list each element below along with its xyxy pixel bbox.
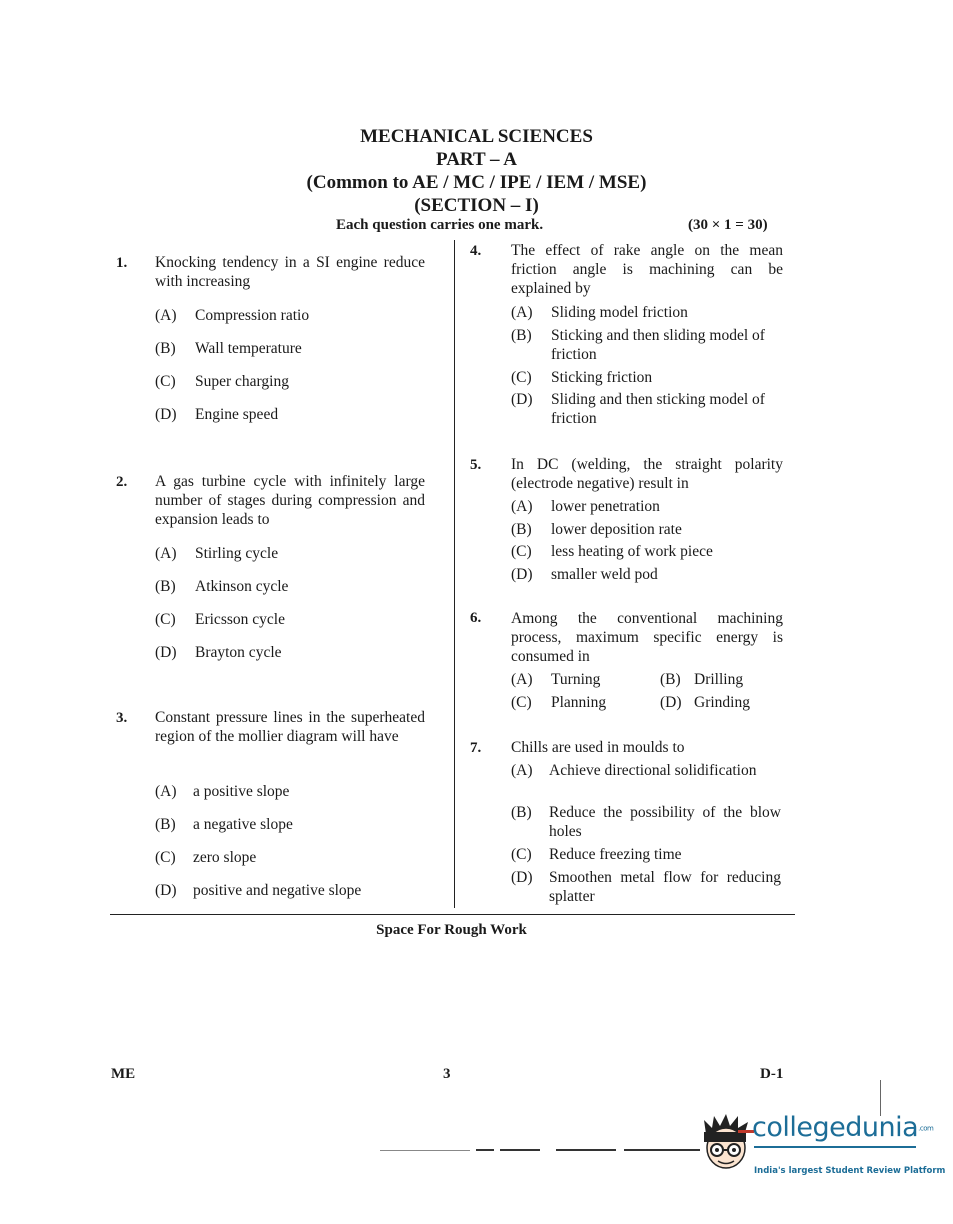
option: [155, 815, 435, 834]
option: [511, 565, 783, 584]
option-label: (B): [511, 327, 532, 344]
scan-dash: [556, 1149, 616, 1151]
question-number: 2.: [116, 474, 128, 490]
mascot-icon: [698, 1112, 756, 1184]
instruction-text: Each question carries one mark.: [336, 217, 544, 233]
option-text: Compression ratio: [195, 307, 310, 324]
option-text: a negative slope: [193, 816, 293, 833]
option: [511, 326, 783, 364]
option-text: Drilling: [694, 671, 744, 688]
question-number: 1.: [116, 255, 128, 271]
option: [155, 544, 435, 563]
option: [155, 372, 435, 391]
option-text: positive and negative slope: [193, 882, 362, 899]
option-label: (A): [155, 545, 177, 562]
page-title: MECHANICAL SCIENCES: [360, 126, 593, 147]
option-text: Sticking and then sliding model of friction: [551, 327, 765, 363]
option-text: Atkinson cycle: [195, 578, 289, 595]
option: [155, 339, 435, 358]
option: [660, 670, 780, 689]
option-text: Wall temperature: [195, 340, 302, 357]
scan-mark: [880, 1080, 881, 1116]
option: [511, 520, 783, 539]
watermark-tagline: India's largest Student Review Platform: [754, 1166, 946, 1176]
option: [155, 881, 435, 900]
option-text: lower penetration: [551, 498, 660, 515]
page-number: 3: [443, 1066, 451, 1082]
watermark-name: collegedunia: [752, 1112, 919, 1143]
scan-dash: [624, 1149, 700, 1151]
watermark-suffix: .com: [918, 1124, 934, 1133]
option-label: (D): [660, 694, 682, 711]
option-text: Super charging: [195, 373, 289, 390]
option-label: (B): [511, 521, 532, 538]
option-text: Sliding model friction: [551, 304, 688, 321]
column-divider: [454, 240, 455, 908]
part-heading: PART – A: [436, 149, 517, 170]
option-label: (D): [155, 406, 177, 423]
option: [660, 693, 780, 712]
option-label: (A): [155, 307, 177, 324]
option-label: (C): [155, 373, 176, 390]
option-label: (D): [511, 391, 533, 408]
option: [511, 845, 781, 864]
option-label: (C): [155, 611, 176, 628]
option-label: (B): [155, 340, 176, 357]
option-text: Sticking friction: [551, 369, 653, 386]
question-text: Knocking tendency in a SI engine reduce with increasing: [155, 254, 425, 290]
option: [155, 782, 435, 801]
watermark-underline: [754, 1146, 916, 1148]
option-text: Brayton cycle: [195, 644, 282, 661]
option-label: (A): [511, 762, 533, 779]
option-label: (D): [155, 644, 177, 661]
question-text: Constant pressure lines in the superheated region of the mollier diagram will have: [155, 709, 425, 745]
option-label: (D): [511, 566, 533, 583]
option-label: (A): [511, 304, 533, 321]
question-number: 4.: [470, 243, 482, 259]
question-number: 6.: [470, 610, 482, 626]
option-label: (C): [511, 694, 532, 711]
watermark-logo: [752, 1112, 933, 1143]
option-label: (C): [155, 849, 176, 866]
common-heading: (Common to AE / MC / IPE / IEM / MSE): [306, 172, 647, 193]
option: [511, 693, 651, 712]
option: [511, 803, 781, 841]
option-label: (C): [511, 369, 532, 386]
question-number: 7.: [470, 740, 482, 756]
option-label: (C): [511, 543, 532, 560]
option-text: a positive slope: [193, 783, 290, 800]
option-text: Smoothen metal flow for reducing splatter: [549, 869, 781, 905]
option: [155, 405, 435, 424]
option-label: (B): [511, 804, 532, 821]
option: [511, 670, 651, 689]
option: [155, 306, 435, 325]
option-label: (B): [660, 671, 681, 688]
option-text: Sliding and then sticking model of friction: [551, 391, 765, 427]
rough-work-label: Space For Rough Work: [376, 922, 527, 938]
option: [155, 610, 435, 629]
scan-dash: [476, 1149, 494, 1151]
scan-dash: [500, 1149, 540, 1151]
booklet-code: D-1: [760, 1066, 784, 1082]
option: [511, 761, 781, 780]
option-label: (B): [155, 816, 176, 833]
option-text: zero slope: [193, 849, 257, 866]
option-text: Ericsson cycle: [195, 611, 285, 628]
option-text: Turning: [551, 671, 601, 688]
option-text: Planning: [551, 694, 607, 711]
footer-subject-code: ME: [111, 1066, 136, 1082]
question-number: 3.: [116, 710, 128, 726]
option-text: Achieve directional solidification: [549, 762, 757, 779]
question-text: The effect of rake angle on the mean friction angle is machining can be explained by: [511, 242, 783, 297]
option-label: (A): [511, 671, 533, 688]
marks-total: (30 × 1 = 30): [688, 217, 768, 233]
option-text: Grinding: [694, 694, 750, 711]
option-label: (A): [155, 783, 177, 800]
rough-work-divider: [110, 914, 795, 915]
option-label: (D): [511, 869, 533, 886]
option: [511, 303, 783, 322]
option-text: Reduce freezing time: [549, 846, 682, 863]
option-text: Stirling cycle: [195, 545, 279, 562]
section-heading: (SECTION – I): [414, 195, 539, 216]
option: [511, 390, 783, 428]
option: [511, 542, 783, 561]
option-label: (B): [155, 578, 176, 595]
option: [155, 848, 435, 867]
option: [511, 368, 783, 387]
option-label: (C): [511, 846, 532, 863]
option-label: (D): [155, 882, 177, 899]
scan-dash: [380, 1150, 470, 1151]
question-text: Chills are used in moulds to: [511, 739, 685, 756]
option-text: smaller weld pod: [551, 566, 658, 583]
option: [511, 868, 781, 906]
question-text: In DC (welding, the straight polarity (electrode negative) result in: [511, 456, 783, 492]
option: [155, 643, 435, 662]
option-text: less heating of work piece: [551, 543, 713, 560]
question-number: 5.: [470, 457, 482, 473]
option: [155, 577, 435, 596]
option-label: (A): [511, 498, 533, 515]
option: [511, 497, 783, 516]
option-text: Reduce the possibility of the blow holes: [549, 804, 781, 840]
option-text: lower deposition rate: [551, 521, 682, 538]
question-text: Among the conventional machining process, maximum specific energy is consumed in: [511, 610, 783, 665]
question-text: A gas turbine cycle with infinitely large number of stages during compression and expansion leads to: [155, 473, 425, 528]
option-text: Engine speed: [195, 406, 279, 423]
